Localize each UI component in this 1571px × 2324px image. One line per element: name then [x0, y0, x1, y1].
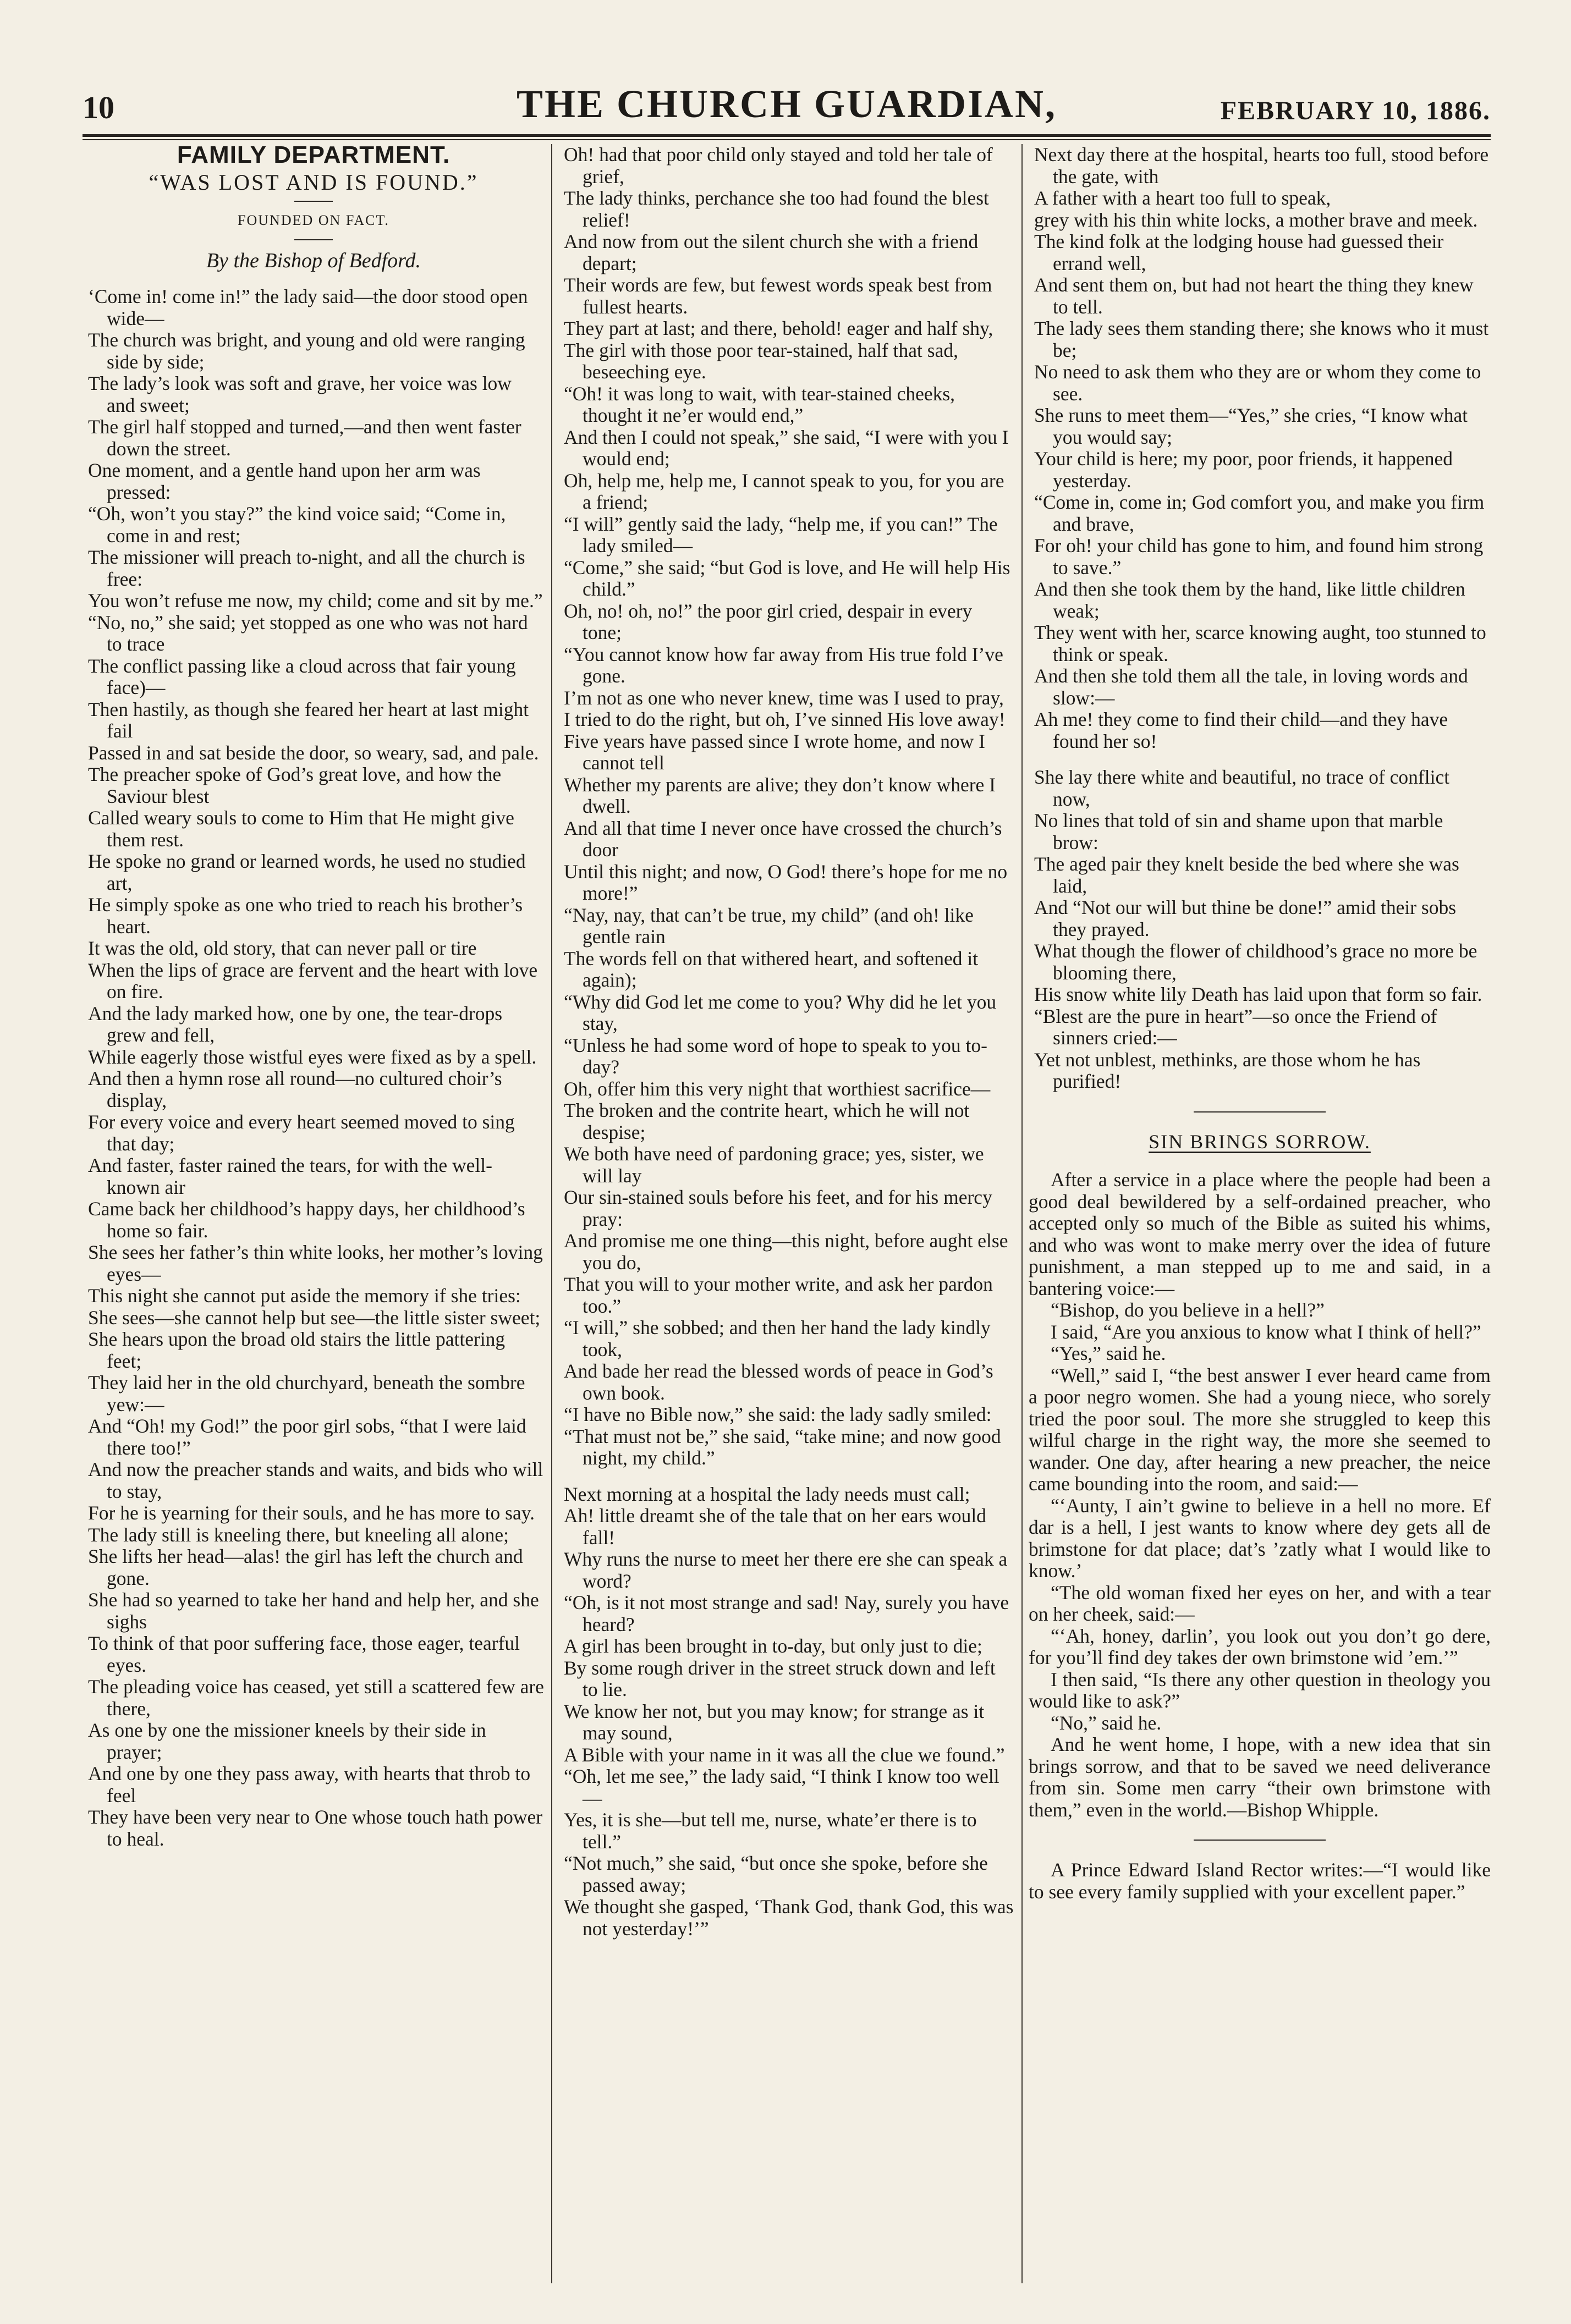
poem-line: She had so yearned to take her hand and help her, and she sighs — [88, 1589, 539, 1633]
article-paragraph: “Well,” said I, “the best answer I ever heard came from a poor negro women. She had a young niece, who sorely tried the poor soul. The more she struggled to keep this wilful charge in the right way, the more she seemed to wander. One day, after hearing a new preacher, the neice came bounding into the room, and said:— — [1029, 1364, 1491, 1495]
poem-subtitle: FOUNDED ON FACT. — [238, 212, 389, 228]
poem-line: As one by one the missioner kneels by their side in prayer; — [88, 1719, 486, 1763]
poem-line: Came back her childhood’s happy days, her childhood’s home so fair. — [88, 1198, 525, 1242]
poem-line: She runs to meet them—“Yes,” she cries, “I know what you would say; — [1034, 404, 1468, 448]
article-paragraph: “The old woman fixed her eyes on her, and with a tear on her cheek, said:— — [1029, 1581, 1491, 1625]
poem-line: And then she told them all the tale, in loving words and slow:— — [1034, 665, 1468, 709]
poem-line: “No, no,” she said; yet stopped as one who was not hard to trace — [88, 611, 528, 655]
stanza-break — [1029, 752, 1491, 767]
article-paragraph: “‘Aunty, I ain’t gwine to believe in a hell no more. Ef dar is a hell, I jest wants to know where dey gets all de brimstone for dat place; dat’s ’zatly what I would like to know.’ — [1029, 1494, 1491, 1582]
poem-line: A girl has been brought in to-day, but only just to die; — [564, 1635, 982, 1657]
poem-line: ‘Come in! come in!” the lady said—the door stood open wide— — [88, 285, 528, 329]
department-heading: FAMILY DEPARTMENT. — [177, 144, 451, 168]
poem-line: The pleading voice has ceased, yet still a scattered few are there, — [88, 1676, 544, 1720]
poem-line: Oh, no! oh, no!” the poor girl cried, despair in every tone; — [564, 599, 973, 643]
poem-line: And now from out the silent church she with a friend depart; — [564, 230, 979, 274]
poem-line: “I will,” she sobbed; and then her hand the lady kindly took, — [564, 1317, 991, 1361]
poem-line: Five years have passed since I wrote home, and now I cannot tell — [564, 730, 985, 774]
poem-line: I tried to do the right, but oh, I’ve sinned His love away! — [564, 708, 1006, 730]
poem-line: This night she cannot put aside the memory if she tries: — [88, 1285, 521, 1307]
poem-line: Oh, offer him this very night that worthiest sacrifice— — [564, 1077, 991, 1100]
poem-line: “That must not be,” she said, “take mine; and now good night, my child.” — [564, 1425, 1001, 1469]
poem-line: By some rough driver in the street struck down and left to lie. — [564, 1656, 996, 1700]
poem-line: Whether my parents are alive; they don’t know where I dwell. — [564, 773, 996, 817]
masthead-rule-thin — [83, 139, 1491, 140]
poem-line: The words fell on that withered heart, and softened it again); — [564, 947, 979, 991]
poem-line: Their words are few, but fewest words speak best from fullest hearts. — [564, 274, 992, 318]
poem-line: For every voice and every heart seemed moved to sing that day; — [88, 1111, 515, 1155]
poem-line: And “Not our will but thine be done!” amid their sobs they prayed. — [1034, 896, 1457, 940]
column-divider — [1021, 144, 1023, 2283]
poem-line: “Nay, nay, that can’t be true, my child” (and oh! like gentle rain — [564, 904, 974, 948]
poem-line: She lifts her head—alas! the girl has left the church and gone. — [88, 1545, 523, 1589]
poem-line: They part at last; and there, behold! eager and half shy, — [564, 317, 993, 339]
poem-line: And one by one they pass away, with hearts that throb to feel — [88, 1763, 531, 1807]
poem-line: He simply spoke as one who tried to reach his brother’s heart. — [88, 894, 523, 938]
poem-line: And all that time I never once have crossed the church’s door — [564, 817, 1002, 861]
poem-line: For he is yearning for their souls, and he has more to say. — [88, 1502, 535, 1524]
poem-body-part-2 — [558, 144, 1015, 1940]
poem-line: A father with a heart too full to speak, — [1034, 187, 1331, 209]
article-title: SIN BRINGS SORROW. — [1149, 1130, 1371, 1153]
article-paragraph: “No,” said he. — [1051, 1711, 1162, 1734]
poem-line: And then a hymn rose all round—no cultured choir’s display, — [88, 1067, 502, 1111]
section-rule — [1194, 1840, 1326, 1841]
poem-line: “Oh, is it not most strange and sad! Nay, surely you have heard? — [564, 1591, 1009, 1635]
poem-line: While eagerly those wistful eyes were fixed as by a spell. — [88, 1045, 537, 1068]
column-divider — [551, 144, 552, 2283]
article-paragraph: I then said, “Is there any other question in theology you would like to ask?” — [1029, 1668, 1491, 1712]
poem-byline: By the Bishop of Bedford. — [206, 249, 421, 272]
poem-line: And then I could not speak,” she said, “I were with you I would end; — [564, 426, 1009, 470]
poem-line: The preacher spoke of God’s great love, and how the Saviour blest — [88, 763, 502, 807]
poem-line: The lady still is kneeling there, but kneeling all alone; — [88, 1523, 509, 1546]
poem-line: The lady’s look was soft and grave, her voice was low and sweet; — [88, 372, 512, 416]
poem-body-part-3 — [1029, 144, 1491, 1093]
poem-line: The broken and the contrite heart, which he will not despise; — [564, 1099, 970, 1143]
poem-line: The aged pair they knelt beside the bed where she was laid, — [1034, 853, 1459, 897]
poem-line: Oh, help me, help me, I cannot speak to you, for you are a friend; — [564, 469, 1004, 513]
article-paragraph: “‘Ah, honey, darlin’, you look out you don’t go dere, for you’ll find dey takes der own brimstone wid ’em.’” — [1029, 1624, 1491, 1668]
poem-line: The conflict passing like a cloud across that fair young face)— — [88, 654, 516, 698]
poem-line: You won’t refuse me now, my child; come and sit by me.” — [88, 590, 543, 612]
poem-line: The girl with those poor tear-stained, half that sad, beseeching eye. — [564, 339, 958, 383]
poem-line: We both have need of pardoning grace; yes, sister, we will lay — [564, 1143, 984, 1187]
poem-line: Our sin-stained souls before his feet, and for his mercy pray: — [564, 1186, 992, 1230]
poem-line: She lay there white and beautiful, no trace of conflict now, — [1034, 766, 1450, 810]
poem-line: The missioner will preach to-night, and all the church is free: — [88, 546, 525, 590]
poem-line: Next morning at a hospital the lady needs must call; — [564, 1483, 970, 1505]
poem-line: Your child is here; my poor, poor friends, it happened yesterday. — [1034, 448, 1453, 492]
poem-line: grey with his thin white locks, a mother brave and meek. — [1034, 208, 1478, 231]
poem-line: “Blest are the pure in heart”—so once the Friend of sinners cried:— — [1034, 1005, 1437, 1049]
poem-line: And the lady marked how, one by one, the tear-drops grew and fell, — [88, 1002, 503, 1046]
poem-line: When the lips of grace are fervent and the heart with love on fire. — [88, 959, 538, 1003]
poem-line: “I have no Bible now,” she said: the lady sadly smiled: — [564, 1403, 992, 1425]
poem-line: Next day there at the hospital, hearts too full, stood before the gate, with — [1034, 144, 1489, 188]
poem-line: No need to ask them who they are or whom they come to see. — [1034, 361, 1481, 405]
masthead — [83, 81, 1491, 131]
poem-line: “Come in, come in; God comfort you, and make you firm and brave, — [1034, 491, 1485, 535]
poem-line: It was the old, old story, that can never pall or tire — [88, 937, 477, 959]
poem-line: Ah! little dreamt she of the tale that on her ears would fall! — [564, 1505, 986, 1549]
poem-line: And promise me one thing—this night, before aught else you do, — [564, 1230, 1008, 1274]
masthead-rule — [83, 134, 1491, 137]
poem-line: “Oh! it was long to wait, with tear-stained cheeks, thought it ne’er would end,” — [564, 382, 955, 426]
poem-line: Ah me! they come to find their child—and they have found her so! — [1034, 708, 1448, 752]
article-paragraph: “Yes,” said he. — [1051, 1342, 1166, 1364]
poem-line: And now the preacher stands and waits, and bids who will to stay, — [88, 1458, 543, 1502]
poem-line: The lady sees them standing there; she knows who it must be; — [1034, 317, 1489, 361]
poem-line: He spoke no grand or learned words, he used no studied art, — [88, 850, 526, 894]
section-rule — [1194, 1111, 1326, 1113]
poem-line: His snow white lily Death has laid upon that form so fair. — [1034, 983, 1482, 1005]
poem-line: We thought she gasped, ‘Thank God, thank God, this was not yesterday!’” — [564, 1896, 1014, 1940]
poem-body-part-1 — [83, 286, 545, 1850]
poem-line: Then hastily, as though she feared her heart at last might fail — [88, 698, 529, 742]
poem-line: They laid her in the old churchyard, beneath the sombre yew:— — [88, 1372, 525, 1416]
poem-line: No lines that told of sin and shame upon that marble brow: — [1034, 809, 1443, 853]
poem-line: “You cannot know how far away from His true fold I’ve gone. — [564, 643, 1003, 687]
column-1 — [83, 144, 545, 2283]
poem-line: “Not much,” she said, “but once she spoke, before she passed away; — [564, 1852, 988, 1896]
poem-line: Called weary souls to come to Him that He might give them rest. — [88, 807, 514, 851]
poem-line: “Unless he had some word of hope to speak to you to-day? — [564, 1034, 987, 1078]
rector-notice: A Prince Edward Island Rector writes:—“I would like to see every family supplied with your excellent paper.” — [1029, 1859, 1491, 1903]
poem-line: That you will to your mother write, and ask her pardon too.” — [564, 1273, 993, 1317]
poem-line: “Oh, won’t you stay?” the kind voice said; “Come in, come in and rest; — [88, 503, 506, 547]
poem-line: She sees—she cannot help but see—the little sister sweet; — [88, 1306, 541, 1329]
poem-line: Until this night; and now, O God! there’s hope for me no more!” — [564, 860, 1008, 904]
poem-line: Oh! had that poor child only stayed and told her tale of grief, — [564, 144, 993, 188]
article-paragraph: I said, “Are you anxious to know what I think of hell?” — [1051, 1320, 1481, 1343]
poem-line: The girl half stopped and turned,—and then went faster down the street. — [88, 416, 521, 460]
poem-line: The lady thinks, perchance she too had found the blest relief! — [564, 187, 989, 231]
poem-line: “Come,” she said; “but God is love, and He will help His child.” — [564, 556, 1010, 600]
article-paragraph: After a service in a place where the people had been a good deal bewildered by a self-ordained preacher, who accepted only so much of the Bible as suited his whims, and who was wont to make merry over the idea of future punishment, a man stepped up to me and said, in a bantering voice:— — [1029, 1169, 1491, 1299]
poem-line: And bade her read the blessed words of peace in God’s own book. — [564, 1360, 993, 1404]
poem-line: The church was bright, and young and old were ranging side by side; — [88, 329, 525, 373]
column-2 — [558, 144, 1015, 2283]
title-rule — [294, 201, 333, 202]
poem-line: “I will” gently said the lady, “help me, if you can!” The lady smiled— — [564, 513, 998, 557]
poem-line: To think of that poor suffering face, those eager, tearful eyes. — [88, 1632, 520, 1676]
poem-line: And faster, faster rained the tears, for with the well-known air — [88, 1154, 492, 1198]
poem-line: Why runs the nurse to meet her there ere she can speak a word? — [564, 1548, 1008, 1592]
poem-line: She sees her father’s thin white looks, her mother’s loving eyes— — [88, 1241, 543, 1285]
article-body — [1029, 1169, 1491, 1821]
paper-title: THE CHURCH GUARDIAN, — [516, 82, 1057, 126]
poem-line: And sent them on, but had not heart the thing they knew to tell. — [1034, 274, 1474, 318]
poem-line: One moment, and a gentle hand upon her arm was pressed: — [88, 459, 481, 503]
issue-date: FEBRUARY 10, 1886. — [1220, 96, 1491, 125]
poem-line: What though the flower of childhood’s grace no more be blooming there, — [1034, 940, 1477, 984]
poem-line: For oh! your child has gone to him, and found him strong to save.” — [1034, 535, 1484, 579]
poem-line: The kind folk at the lodging house had guessed their errand well, — [1034, 230, 1444, 274]
poem-line: She hears upon the broad old stairs the little pattering feet; — [88, 1328, 506, 1372]
subtitle-rule — [294, 239, 333, 240]
poem-line: A Bible with your name in it was all the clue we found.” — [564, 1743, 1005, 1766]
column-3 — [1029, 144, 1491, 2283]
poem-line: “Oh, let me see,” the lady said, “I think I know too well— — [564, 1765, 999, 1809]
poem-line: And “Oh! my God!” the poor girl sobs, “that I were laid there too!” — [88, 1415, 526, 1459]
stanza-break — [558, 1469, 1015, 1484]
poem-line: They have been very near to One whose touch hath power to heal. — [88, 1806, 543, 1850]
poem-line: Yes, it is she—but tell me, nurse, whate’er there is to tell.” — [564, 1809, 977, 1853]
page-number: 10 — [83, 90, 114, 125]
poem-line: I’m not as one who never knew, time was I used to pray, — [564, 686, 1004, 709]
poem-line: Yet not unblest, methinks, are those whom he has purified! — [1034, 1048, 1421, 1092]
poem-line: They went with her, scarce knowing aught, too stunned to think or speak. — [1034, 621, 1486, 665]
poem-line: And then she took them by the hand, like little children weak; — [1034, 578, 1465, 622]
poem-line: Passed in and sat beside the door, so weary, sad, and pale. — [88, 741, 539, 764]
poem-line: “Why did God let me come to you? Why did he let you stay, — [564, 990, 997, 1034]
article-paragraph: “Bishop, do you believe in a hell?” — [1051, 1299, 1325, 1321]
article-paragraph: And he went home, I hope, with a new idea that sin brings sorrow, and that to be saved we need deliverance from sin. Some men carry “their own brimstone with them,” even in the world.—Bishop Whipple. — [1029, 1733, 1491, 1821]
poem-line: We know her not, but you may know; for strange as it may sound, — [564, 1700, 985, 1744]
poem-title: “WAS LOST AND IS FOUND.” — [149, 169, 479, 195]
